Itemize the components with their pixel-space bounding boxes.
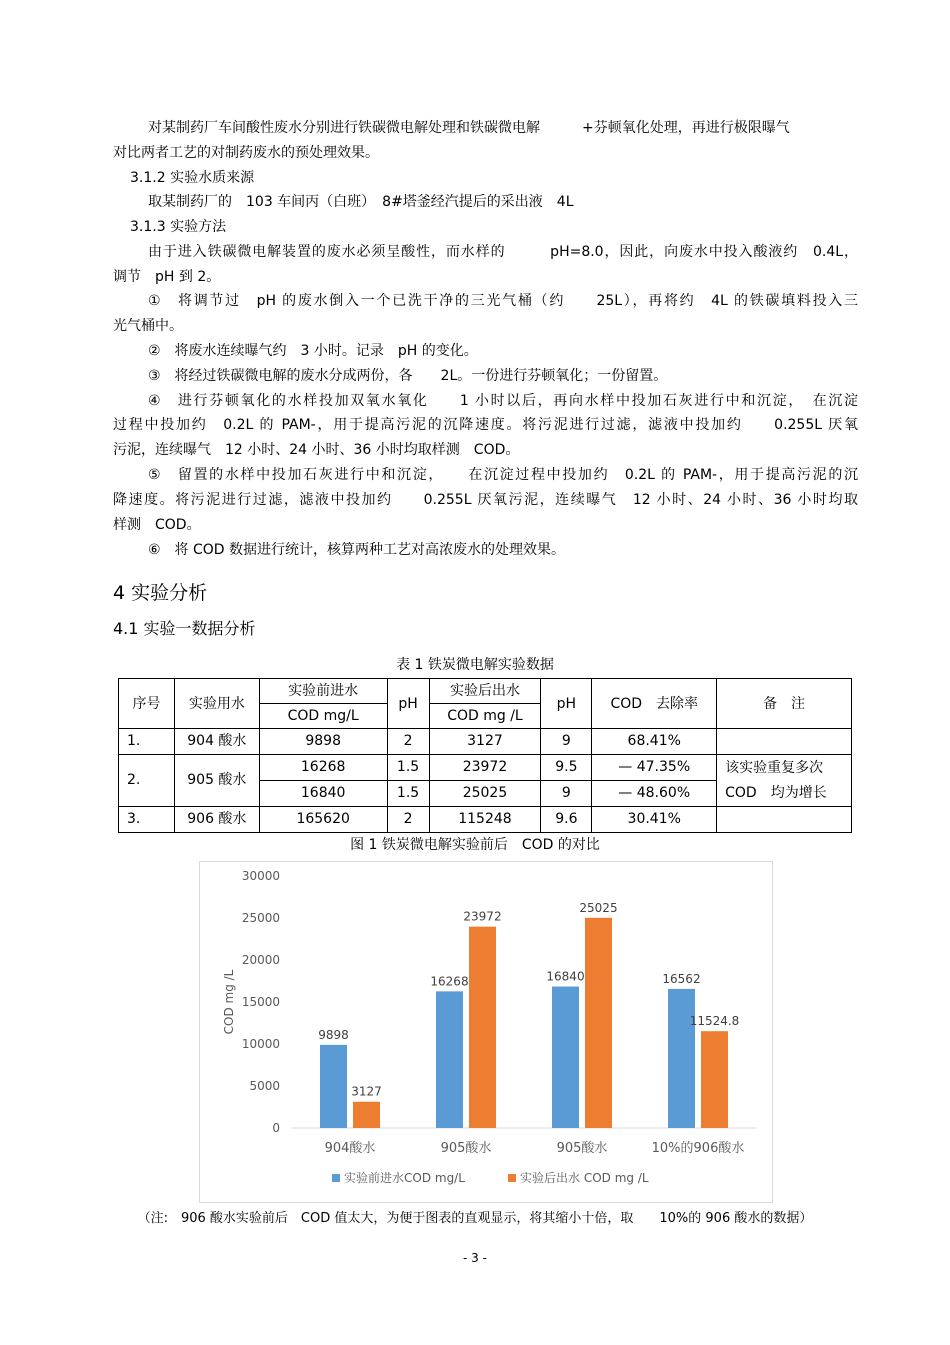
table-row: [119, 755, 852, 781]
header-seq: 序号: [119, 679, 175, 729]
cell-cod-out: 23972: [429, 755, 541, 781]
cell-ph-before: 2: [387, 729, 429, 755]
figure-note: （注: 906 酸水实验前后 COD 值太大，为便于图表的直观显示，将其缩小十倍，取 10%的 906 酸水的数据）: [137, 1211, 813, 1226]
step-3: ③ 将经过铁碳微电解的废水分成两份，各 2L。一份进行芬顿氧化；一份留置。: [148, 368, 668, 384]
figure-caption: 图 1 铁炭微电解实验前后 COD 的对比: [350, 837, 600, 853]
cell-remark: [717, 755, 852, 807]
paragraph-intro-line2: 对比两者工艺的对制药废水的预处理效果。: [113, 145, 379, 161]
step-5-line1: ⑤ 留置的水样中投加石灰进行中和沉淀， 在沉淀过程中投加约 0.2L 的 PAM-，用于提高污泥的沉: [148, 467, 858, 483]
step-2: ② 将废水连续曝气约 3 小时。记录 pH 的变化。: [148, 343, 478, 359]
cell-water: 905 酸水: [174, 755, 259, 807]
y-tick-label: 0: [272, 1121, 280, 1135]
table-row: [119, 729, 852, 755]
y-axis-title: COD mg /L: [222, 969, 236, 1035]
step-6: ⑥ 将 COD 数据进行统计，核算两种工艺对高浓废水的处理效果。: [148, 542, 566, 558]
data-label: 16562: [662, 971, 701, 986]
cell-cod-in: 165620: [259, 807, 387, 833]
data-label: 16268: [430, 974, 469, 989]
header-ph-after: pH: [541, 679, 592, 729]
bar-before: [320, 1045, 347, 1128]
bar-after: [469, 927, 496, 1128]
data-label: 9898: [318, 1027, 349, 1042]
cell-ph-after: 9: [541, 781, 592, 807]
cell-cod-in: 9898: [259, 729, 387, 755]
cell-cod-out: 3127: [429, 729, 541, 755]
header-ph-before: pH: [387, 679, 429, 729]
header-water: 实验用水: [174, 679, 259, 729]
cell-water: 904 酸水: [174, 729, 259, 755]
cell-water: 906 酸水: [174, 807, 259, 833]
data-label: 23972: [463, 909, 502, 924]
step-4-line3: 污泥，连续曝气 12 小时、24 小时、36 小时均取样测 COD。: [113, 442, 520, 458]
data-label: 16840: [546, 969, 585, 984]
paragraph-method-line2: 调节 pH 到 2。: [113, 269, 221, 285]
y-tick-label: 10000: [241, 1037, 280, 1051]
header-cod-out-line2: COD mg /L: [429, 704, 541, 729]
cell-ph-after: 9.5: [541, 755, 592, 781]
bar-before: [436, 991, 463, 1128]
data-label: 11524.8: [689, 1014, 740, 1029]
bar-before: [552, 987, 579, 1128]
cell-seq: 1.: [119, 729, 175, 755]
x-tick-label: 10%的906酸水: [651, 1141, 745, 1156]
step-5-line3: 样测 COD。: [113, 517, 201, 533]
data-table: [118, 678, 852, 833]
y-tick-label: 20000: [241, 953, 280, 967]
paragraph-intro-line1: 对某制药厂车间酸性废水分别进行铁碳微电解处理和铁碳微电解 +芬顿氧化处理，再进行极限曝气: [148, 120, 790, 136]
table-caption: 表 1 铁炭微电解实验数据: [396, 657, 554, 673]
chart-frame: [199, 861, 773, 1203]
step-1-line1: ① 将调节过 pH 的废水倒入一个已洗干净的三光气桶（约 25L），再将约 4L 的铁碳填料投入三: [148, 293, 858, 309]
header-cod-in-line2: COD mg/L: [259, 704, 387, 729]
cell-ph-after: 9: [541, 729, 592, 755]
section-4-heading: 4 实验分析: [113, 582, 208, 604]
bar-after: [353, 1102, 380, 1128]
y-tick-label: 25000: [241, 911, 280, 925]
cell-removal-rate: — 48.60%: [592, 781, 717, 807]
step-4-line2: 过程中投加约 0.2L 的 PAM-，用于提高污泥的沉降速度。将污泥进行过滤，滤液中投加约 0.255L 厌氧: [113, 417, 858, 433]
paragraph-water-source: 取某制药厂的 103 车间丙（白班） 8#塔釜经汽提后的采出液 4L: [148, 194, 574, 210]
cell-ph-before: 1.5: [387, 755, 429, 781]
y-tick-label: 30000: [241, 869, 280, 883]
cell-cod-in: 16840: [259, 781, 387, 807]
header-remark: 备 注: [717, 679, 852, 729]
cell-cod-out: 25025: [429, 781, 541, 807]
step-1-line2: 光气桶中。: [113, 318, 183, 334]
cell-ph-after: 9.6: [541, 807, 592, 833]
cell-remark: [717, 807, 852, 833]
legend-swatch: [508, 1174, 516, 1182]
page-number: - 3 -: [463, 1251, 487, 1265]
table-row: [119, 807, 852, 833]
x-tick-label: 904酸水: [324, 1141, 376, 1156]
cell-seq: 2.: [119, 755, 175, 807]
cod-bar-chart: [200, 862, 772, 1202]
legend-swatch: [332, 1174, 340, 1182]
section-3-1-2-heading: 3.1.2 实验水质来源: [130, 170, 255, 186]
x-tick-label: 905酸水: [440, 1141, 492, 1156]
cell-removal-rate: 30.41%: [592, 807, 717, 833]
cell-ph-before: 1.5: [387, 781, 429, 807]
legend-label: 实验后出水 COD mg /L: [520, 1171, 649, 1185]
cell-removal-rate: 68.41%: [592, 729, 717, 755]
bar-after: [585, 918, 612, 1128]
y-tick-label: 5000: [249, 1079, 280, 1093]
header-removal-rate: COD 去除率: [592, 679, 717, 729]
header-cod-out-line1: 实验后出水: [429, 679, 541, 704]
step-5-line2: 降速度。将污泥进行过滤，滤液中投加约 0.255L 厌氧污泥，连续曝气 12 小时、24 小时、36 小时均取: [113, 492, 858, 508]
data-label: 25025: [579, 900, 618, 915]
data-label: 3127: [351, 1084, 382, 1099]
remark-line1: 该实验重复多次: [725, 759, 824, 776]
cell-cod-in: 16268: [259, 755, 387, 781]
legend-label: 实验前进水COD mg/L: [344, 1171, 465, 1185]
cell-ph-before: 2: [387, 807, 429, 833]
x-tick-label: 905酸水: [556, 1141, 608, 1156]
remark-line2: COD 均为增长: [725, 784, 827, 801]
header-cod-in-line1: 实验前进水: [259, 679, 387, 704]
table-header-row: [119, 679, 852, 704]
bar-after: [701, 1031, 728, 1128]
cell-cod-out: 115248: [429, 807, 541, 833]
y-tick-label: 15000: [241, 995, 280, 1009]
bar-before: [668, 989, 695, 1128]
paragraph-method-line1: 由于进入铁碳微电解装置的废水必须呈酸性，而水样的 pH=8.0，因此，向废水中投入酸液约 0.4L，: [148, 244, 858, 260]
cell-seq: 3.: [119, 807, 175, 833]
cell-removal-rate: — 47.35%: [592, 755, 717, 781]
step-4-line1: ④ 进行芬顿氧化的水样投加双氧水氧化 1 小时以后，再向水样中投加石灰进行中和沉淀， 在沉淀: [148, 393, 858, 409]
section-3-1-3-heading: 3.1.3 实验方法: [130, 219, 227, 235]
section-4-1-heading: 4.1 实验一数据分析: [113, 619, 256, 638]
cell-remark: [717, 729, 852, 755]
